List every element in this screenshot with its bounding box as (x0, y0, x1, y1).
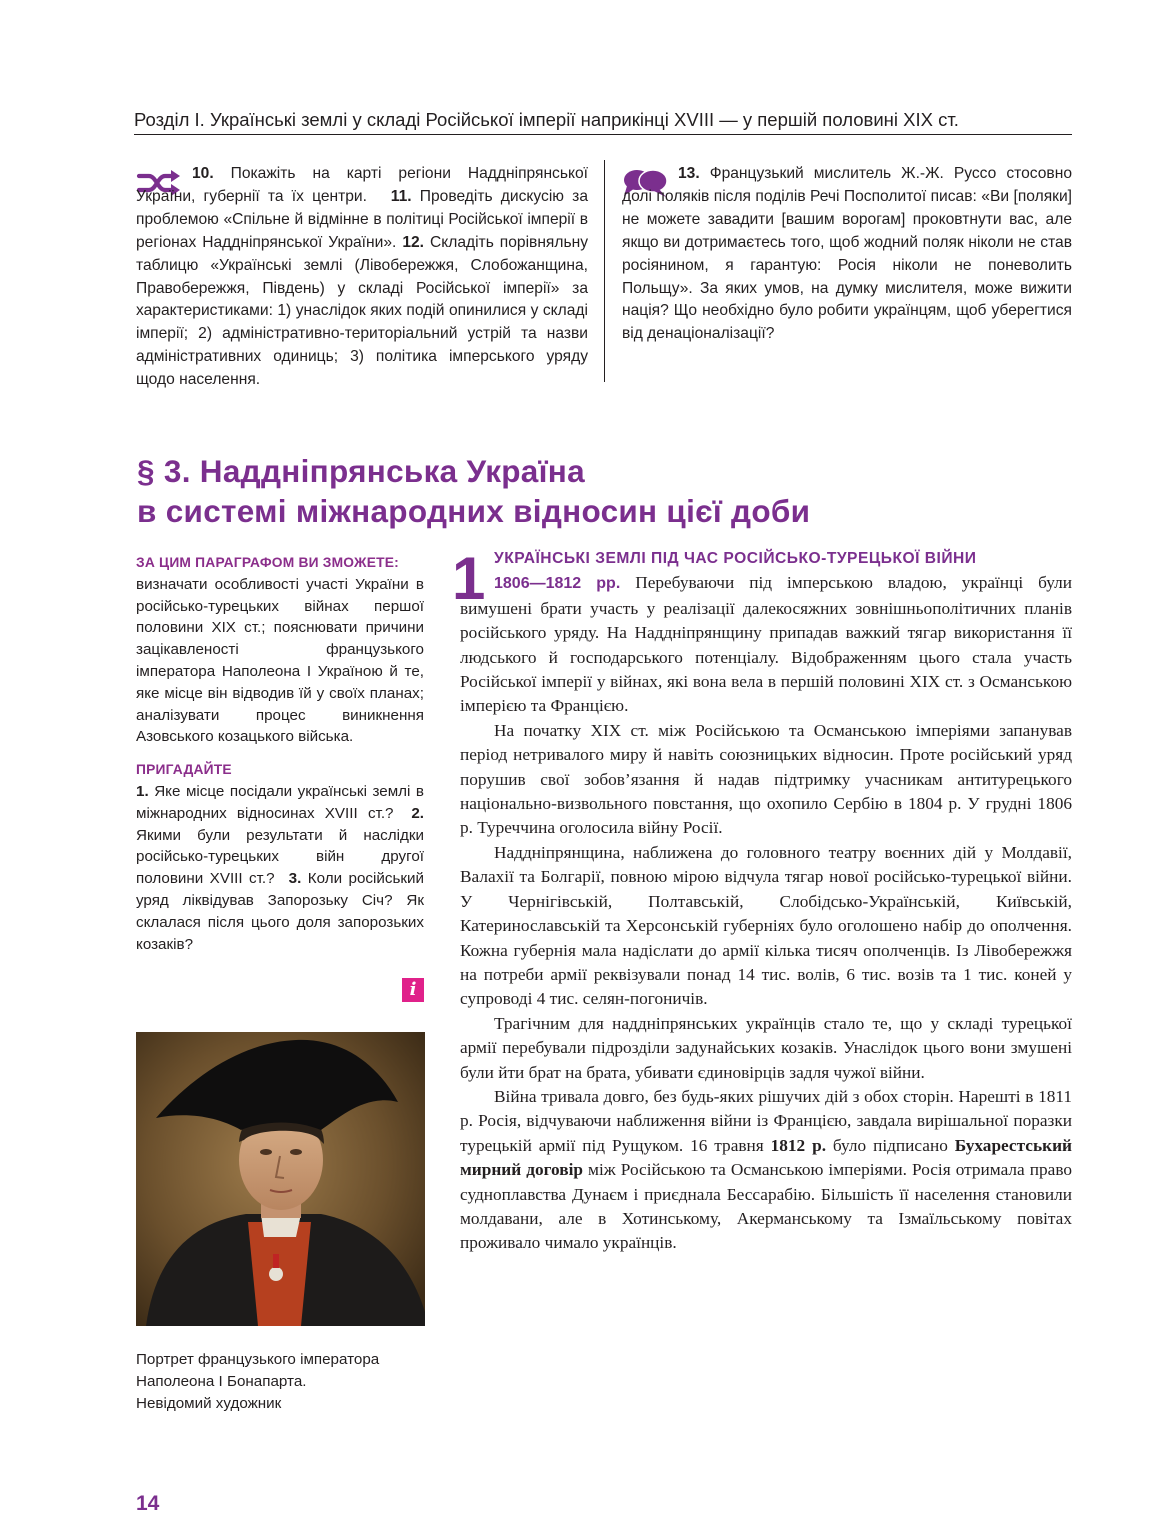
goals-text: визначати особливості участі України в російсько-турецьких війнах першої половини XIX ст.; пояснювати причини зацікавленості французького імператора Наполеона I Україною й те, яке місце він відводив їй у своїх планах; аналізувати процес виникнення Азовського козацького війська. (136, 575, 424, 746)
caption-line-2: Наполеона I Бонапарта. (136, 1373, 307, 1390)
task-13-text: Французький мислитель Ж.-Ж. Руссо стосовно долі поляків після поділів Речі Посполитої писав: «Ви [поляки] не можете завадити [вашим ворогам] проковтнути вас, але якщо ви дотримаєтесь того, щоб жодний поляк ніколи не став росіянином, я гарантую: Росія ніколи не поневолить Польщу». За яких умов, на думку мислителя, може вижити нація? Що необхідно було робити українцям, щоб уберегтися від денаціоналізації? (622, 165, 1072, 343)
page-number: 14 (136, 1492, 160, 1515)
treaty-year: 1812 р. (770, 1135, 827, 1155)
paragraph-1-text: Перебуваючи під імперською владою, українці були вимушені брати участь у реалізації далекосяжних зовнішньополітичних планів російського уряду. На Наддніпрянщину припадав важкий тягар використання її людського й господарського потенціалу. Відображенням цього стала участь Російської імперії у війнах, які вона вела в першій половині XIX ст. з Османською імперією та Францією. (460, 573, 1073, 716)
section-title-line-2: в системі міжнародних відносин цієї доби (137, 493, 811, 529)
task-12-text: Складіть порівняльну таблицю «Українські землі (Лівобережжя, Слобожанщина, Правобережжя, Південь) у складі Російської імперії» за характеристиками: 1) унаслідок яких подій опинилися у складі імперії; 2) адміністративно-територіальний устрій та назви адміністративних одиниць; 3) політика імперського уряду щодо населення. (136, 233, 589, 389)
tasks-right (622, 163, 1072, 346)
recall-1-number: 1. (136, 782, 149, 800)
recall-1-text: Яке місце посідали українські землі в міжнародних відносинах XVIII ст.? (136, 782, 424, 822)
paragraph-4: Трагічним для наддніпрянських українців стало те, що у складі турецької армії перебували підрозділи задунайських козаків. Унаслідок цього вони змушені були йти брат на брата, убивати єдиновірців задля чужої війни. (460, 1013, 1072, 1082)
recall-2-number: 2. (411, 804, 424, 822)
paragraph-5-part-c: було підписано (826, 1135, 955, 1155)
recall-3-number: 3. (288, 870, 302, 888)
paragraph-5-part-a: Війна тривала довго, без будь-яких рішучих дій з обох сторін. Нарешті в 1811 р. Росія, відчуваючи наближення війни із Францією, завдала вирішальної поразки турецькій армії під Рущуком. 16 травня (460, 1086, 1072, 1155)
section-title (137, 451, 1067, 531)
recall-2-text: Якими були результати й наслідки російсько-турецьких війн другої половини XVIII ст.? (136, 826, 424, 888)
caption-line-1: Портрет французького імператора (136, 1351, 380, 1368)
subsection-years: 1806—1812 рр. (494, 575, 621, 593)
recall-3-text: Коли російський уряд ліквідував Запорозьку Січ? Як склалася після цього доля запорозьких козаків? (136, 870, 424, 953)
paragraph-3: Наддніпрянщина, наближена до головного театру воєнних дій у Молдавії, Валахії та Болгарії, повною мірою відчула тягар нової російсько-турецької війни. У Чернігівській, Полтавській, Слобідсько-Українській, Київській, Катеринославській та Херсонській губерніях було оголошено набір до ополчення. Кожна губернія мала надіслати до армії кілька тисяч ополченців. Із Лівобережжя на потреби армії реквізували понад 14 тис. волів, 6 тис. возів та 1 тис. коней у супроводі 4 тис. селян-погоничів. (460, 842, 1072, 1009)
task-10-text: Покажіть на карті регіони Наддніпрянської України, губернії та їх центри. (136, 165, 588, 205)
info-icon[interactable]: i (402, 978, 424, 1002)
task-12-number: 12. (402, 233, 424, 251)
running-header: Розділ І. Українські землі у складі Російської імперії наприкінці XVIII — у першій половині XIX ст. (134, 109, 959, 130)
treaty-name: Бухарестський мирний договір (460, 1135, 1072, 1180)
subsection-heading: УКРАЇНСЬКІ ЗЕМЛІ ПІД ЧАС РОСІЙСЬКО-ТУРЕЦЬКОЇ ВІЙНИ (494, 550, 977, 567)
caption-line-3: Невідомий художник (136, 1395, 282, 1412)
task-10-number: 10. (192, 165, 214, 182)
subsection-number: 1 (452, 545, 486, 612)
recall-questions (136, 781, 424, 955)
task-13-number: 13. (678, 165, 700, 182)
task-11-text: Проведіть дискусію за проблемою «Спільне й відмінне в політиці Російської імперії в регіонах Наддніпрянської України». (136, 187, 588, 251)
paragraph-5 (460, 1085, 1072, 1256)
goals-kicker: ЗА ЦИМ ПАРАГРАФОМ ВИ ЗМОЖЕТЕ: (136, 555, 399, 570)
section-title-line-1: § 3. Наддніпрянська Україна (137, 453, 585, 489)
portrait-caption (136, 1349, 436, 1415)
header-divider (134, 134, 1072, 135)
napoleon-portrait-image (136, 1032, 425, 1326)
paragraph-1 (460, 546, 1072, 719)
tasks-left (136, 163, 588, 392)
sidebar (136, 552, 424, 955)
recall-kicker: ПРИГАДАЙТЕ (136, 762, 232, 778)
paragraph-5-part-e: між Російською та Османською імперіями. Росія отримала право судноплавства Дунаєм і приєднала Бессарабію. Більшість її населення становили молдавани, але в Хотинському, Акерманському та Ізмаїльському повітах проживало чимало українців. (460, 1160, 1072, 1253)
paragraph-2: На початку XIX ст. між Російською та Османською імперіями запанував період нетривалого миру й навіть союзницьких відносин. Проте російський уряд порушив свої зобов’язання й надав підтримку учасникам антитурецького національно-визвольного повстання, що охопило Сербію в 1804 р. У грудні 1806 р. Туреччина оголосила війну Росії. (460, 720, 1072, 838)
main-text (460, 546, 1072, 1256)
column-divider (604, 160, 605, 382)
task-11-number: 11. (390, 187, 412, 205)
